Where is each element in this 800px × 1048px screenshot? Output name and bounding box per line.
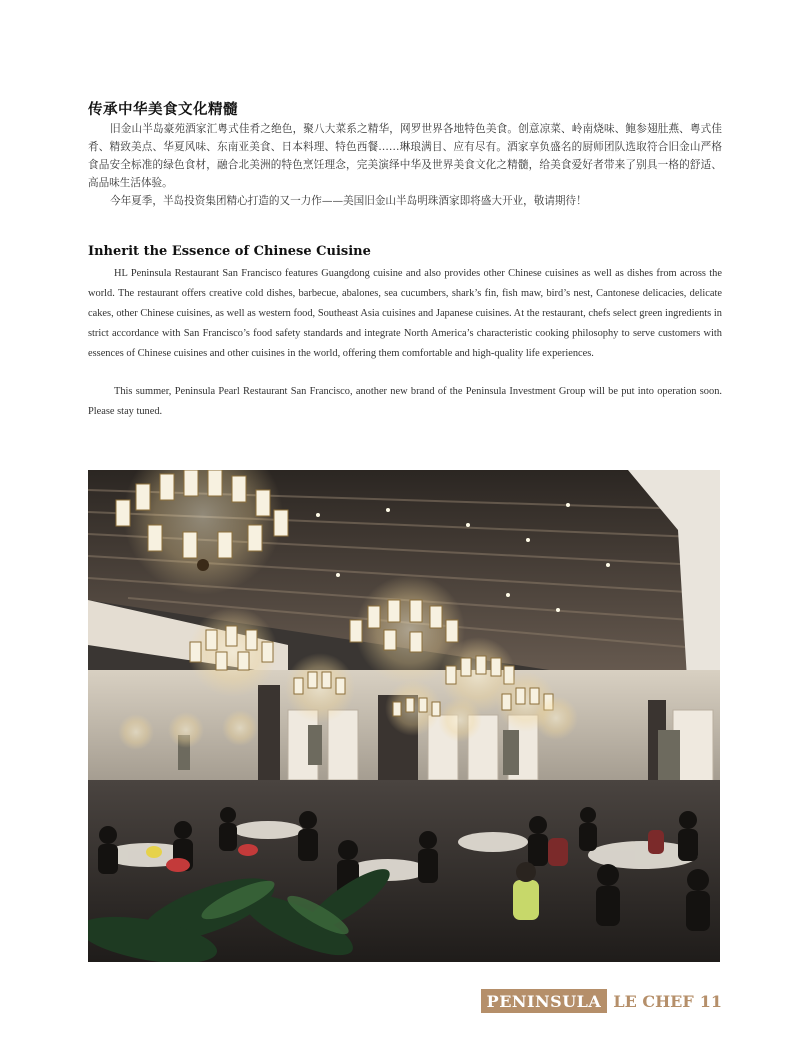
chinese-heading: 传承中华美食文化精髓 (88, 101, 238, 118)
english-paragraph-2: This summer, Peninsula Pearl Restaurant San Francisco, another new brand of the Peninsula Investment Group will be put into operation soon. Please stay tuned. (88, 386, 722, 417)
dining-hall-illustration (88, 470, 720, 962)
restaurant-dining-hall-photo (88, 470, 720, 962)
brand-logo-box: PENINSULA (481, 989, 608, 1013)
english-paragraph-1: HL Peninsula Restaurant San Francisco features Guangdong cuisine and also provides other Chinese cuisines as well as dishes from across the world. The restaurant offers creative cold dishes, barbecue, abalones, sea cucumbers, shark’s fin, fish maw, bird’s nest, Cantonese delicacies, delicate cakes, other Chinese cuisines, as well as western food, Southeast Asia cuisines and Japanese cuisines. At the restaurant, chefs select green ingredients in strict accordance with San Francisco’s food safety standards and integrate North America’s characteristic cooking philosophy to serve customers with essences of Chinese cuisines and other cuisines in the world, offering them comfortable and high-quality life experiences. (88, 268, 722, 359)
english-heading: Inherit the Essence of Chinese Cuisine (88, 244, 371, 259)
magazine-name: LE CHEF (613, 991, 694, 1011)
page-footer (481, 988, 722, 1014)
chinese-paragraph-2: 今年夏季，半岛投资集团精心打造的又一力作——美国旧金山半岛明珠酒家即将盛大开业，敬请期待！ (110, 195, 587, 207)
page-number: 11 (699, 991, 722, 1011)
chinese-paragraph-1: 旧金山半岛豪苑酒家汇粤式佳肴之绝色，聚八大菜系之精华，网罗世界各地特色美食。创意凉菜、岭南烧味、鲍参翅肚燕、粤式佳肴、精致美点、华夏风味、东南亚美食、日本料理、特色西餐……琳琅满目、应有尽有。酒家享负盛名的厨师团队选取符合旧金山严格食品安全标准的绿色食材，融合北美洲的特色烹饪理念，完美演绎中华及世界美食文化之精髓，给美食爱好者带来了别具一格的舒适、高品味生活体验。 (88, 123, 722, 189)
